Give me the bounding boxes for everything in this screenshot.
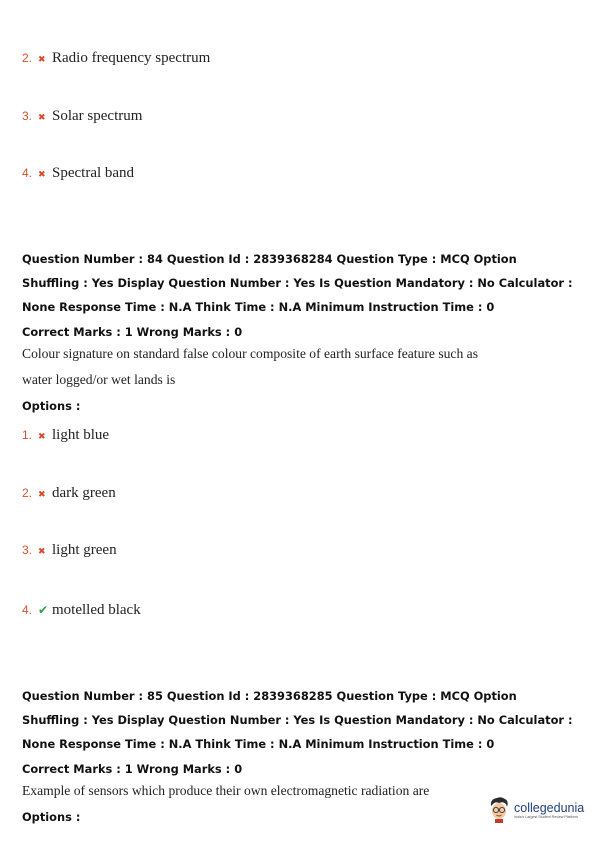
option-number: 2. bbox=[22, 486, 33, 500]
option-number: 3. bbox=[22, 543, 33, 557]
cross-icon: ✖ bbox=[38, 170, 46, 180]
marks-info: Correct Marks : 1 Wrong Marks : 0 bbox=[22, 762, 243, 776]
cross-icon: ✖ bbox=[38, 490, 46, 500]
brand-tagline: India's Largest Student Review Platform bbox=[514, 814, 578, 819]
logo-text bbox=[514, 801, 584, 820]
option-text: light green bbox=[52, 542, 117, 558]
cross-icon: ✖ bbox=[38, 113, 46, 123]
option-row bbox=[22, 108, 142, 125]
option-text: Radio frequency spectrum bbox=[52, 50, 211, 66]
option-row bbox=[22, 542, 117, 559]
option-number: 4. bbox=[22, 166, 33, 180]
option-number: 4. bbox=[22, 603, 33, 617]
question-meta: Question Number : 84 Question Id : 2839368284 Question Type : MCQ Option Shuffling : Yes Display Question Number : Yes Is Question Mandatory : No Calculator : None Response Time : N.A Think Time : N.A Minimum Instruction Time : 0 bbox=[22, 252, 573, 314]
question-line: water logged/or wet lands is bbox=[22, 372, 176, 387]
question-meta: Question Number : 85 Question Id : 2839368285 Question Type : MCQ Option Shuffling : Yes Display Question Number : Yes Is Question Mandatory : No Calculator : None Response Time : N.A Think Time : N.A Minimum Instruction Time : 0 bbox=[22, 689, 573, 751]
mascot-icon bbox=[487, 796, 511, 824]
option-text: dark green bbox=[52, 485, 116, 501]
option-row-correct bbox=[22, 602, 141, 619]
options-label: Options : bbox=[22, 810, 81, 824]
question-text bbox=[22, 341, 542, 393]
option-text: light blue bbox=[52, 427, 110, 443]
options-label: Options : bbox=[22, 399, 81, 413]
option-row bbox=[22, 427, 109, 444]
marks-info: Correct Marks : 1 Wrong Marks : 0 bbox=[22, 325, 243, 339]
option-number: 1. bbox=[22, 428, 33, 442]
collegedunia-logo bbox=[487, 796, 584, 824]
option-text: motelled black bbox=[52, 602, 141, 618]
option-row bbox=[22, 165, 134, 182]
option-number: 2. bbox=[22, 51, 33, 65]
option-text: Solar spectrum bbox=[52, 108, 143, 124]
cross-icon: ✖ bbox=[38, 432, 46, 442]
option-row bbox=[22, 50, 210, 67]
option-number: 3. bbox=[22, 109, 33, 123]
brand-name: collegedunia bbox=[514, 800, 585, 815]
cross-icon: ✖ bbox=[38, 55, 46, 65]
question-line: Colour signature on standard false colour composite of earth surface feature such as bbox=[22, 346, 478, 361]
option-text: Spectral band bbox=[52, 165, 135, 181]
option-row bbox=[22, 485, 116, 502]
check-icon: ✔ bbox=[38, 603, 49, 617]
cross-icon: ✖ bbox=[38, 547, 46, 557]
question-text: Example of sensors which produce their own electromagnetic radiation are bbox=[22, 783, 430, 798]
